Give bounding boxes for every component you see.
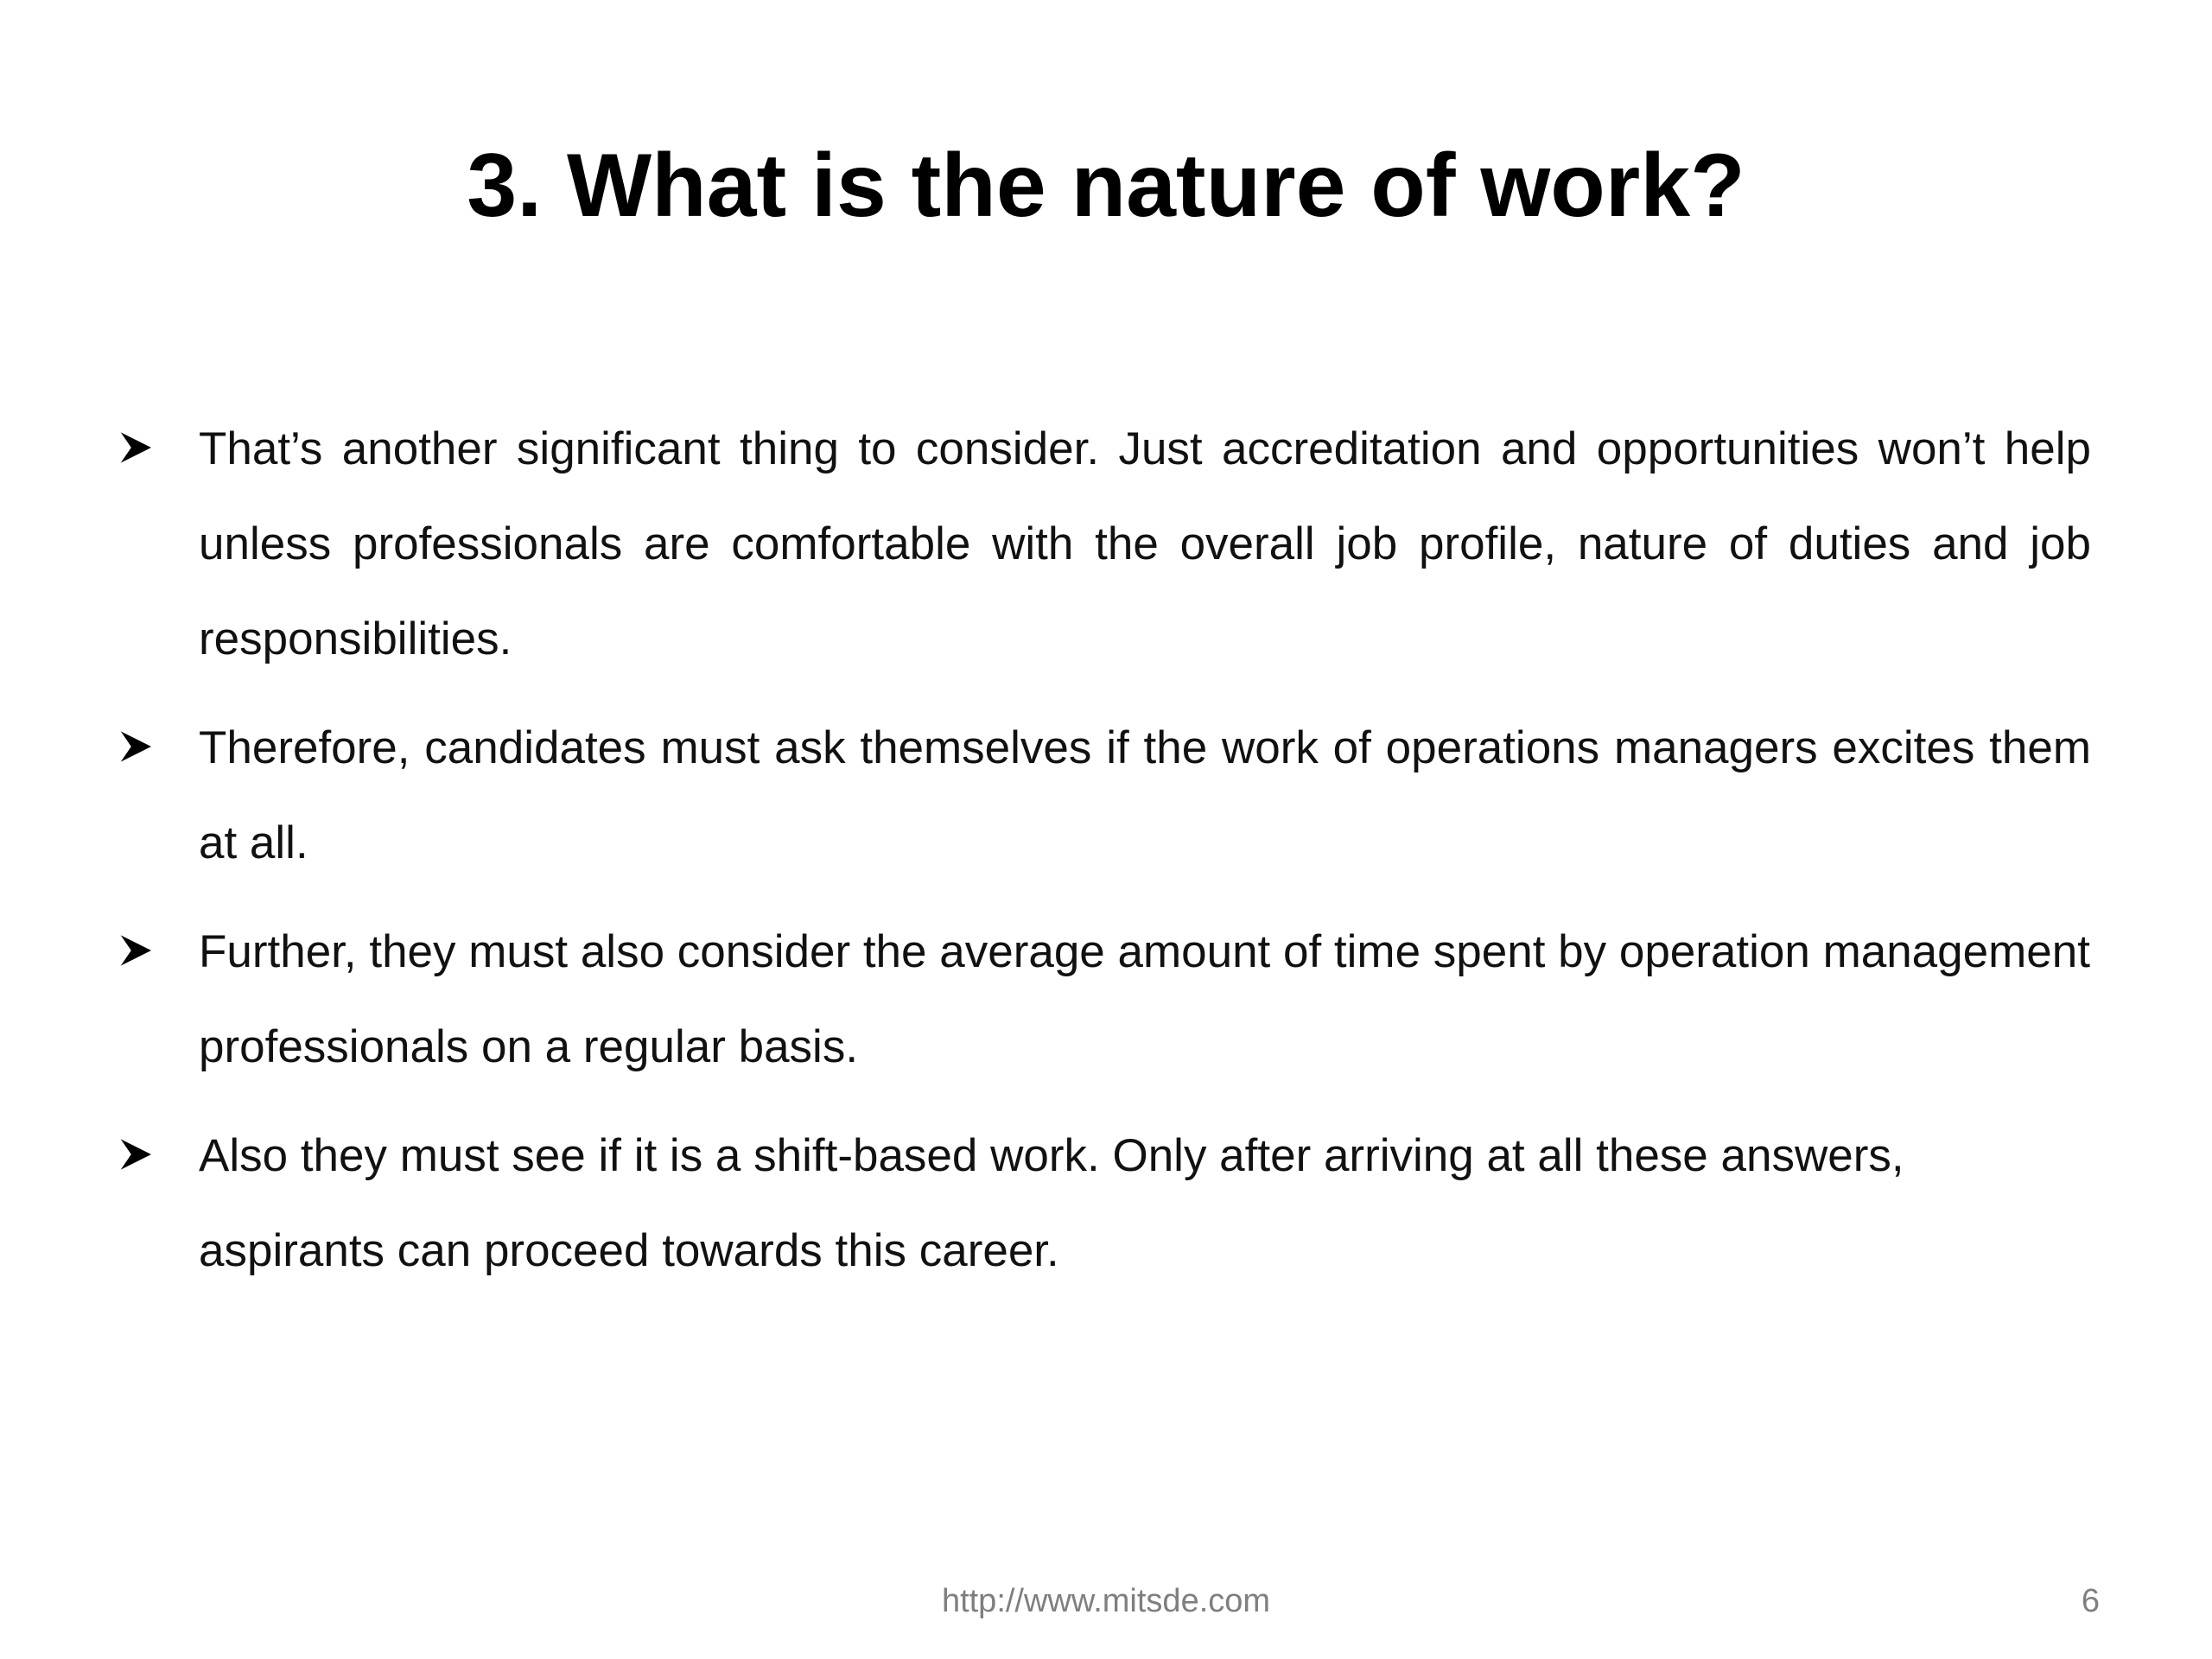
bullet-item (117, 905, 2091, 1095)
bullet-item (117, 701, 2091, 891)
bullet-item (117, 1109, 2091, 1299)
bullet-text: Therefore, candidates must ask themselves if the work of operations managers excites them at all. (199, 722, 2091, 868)
bullet-text: Further, they must also consider the average amount of time spent by operation management professionals on a regular basis. (199, 926, 2090, 1072)
arrowhead-bullet-icon (117, 931, 153, 969)
bullet-item (117, 402, 2091, 687)
arrowhead-bullet-icon (117, 429, 153, 467)
footer-url: http://www.mitsde.com (941, 1583, 1271, 1619)
slide-title: 3. What is the nature of work? (467, 136, 1745, 236)
bullet-text: Also they must see if it is a shift-based work. Only after arriving at all these answers, aspirants can proceed towards this career. (199, 1130, 1904, 1276)
page-number: 6 (2081, 1583, 2100, 1619)
bullet-text: That’s another significant thing to consider. Just accreditation and opportunities won’t help unless professionals are comfortable with the overall job profile, nature of duties and job responsibilities. (199, 423, 2091, 664)
bullet-list (117, 402, 2091, 1313)
arrowhead-bullet-icon (117, 1135, 153, 1173)
arrowhead-bullet-icon (117, 728, 153, 766)
